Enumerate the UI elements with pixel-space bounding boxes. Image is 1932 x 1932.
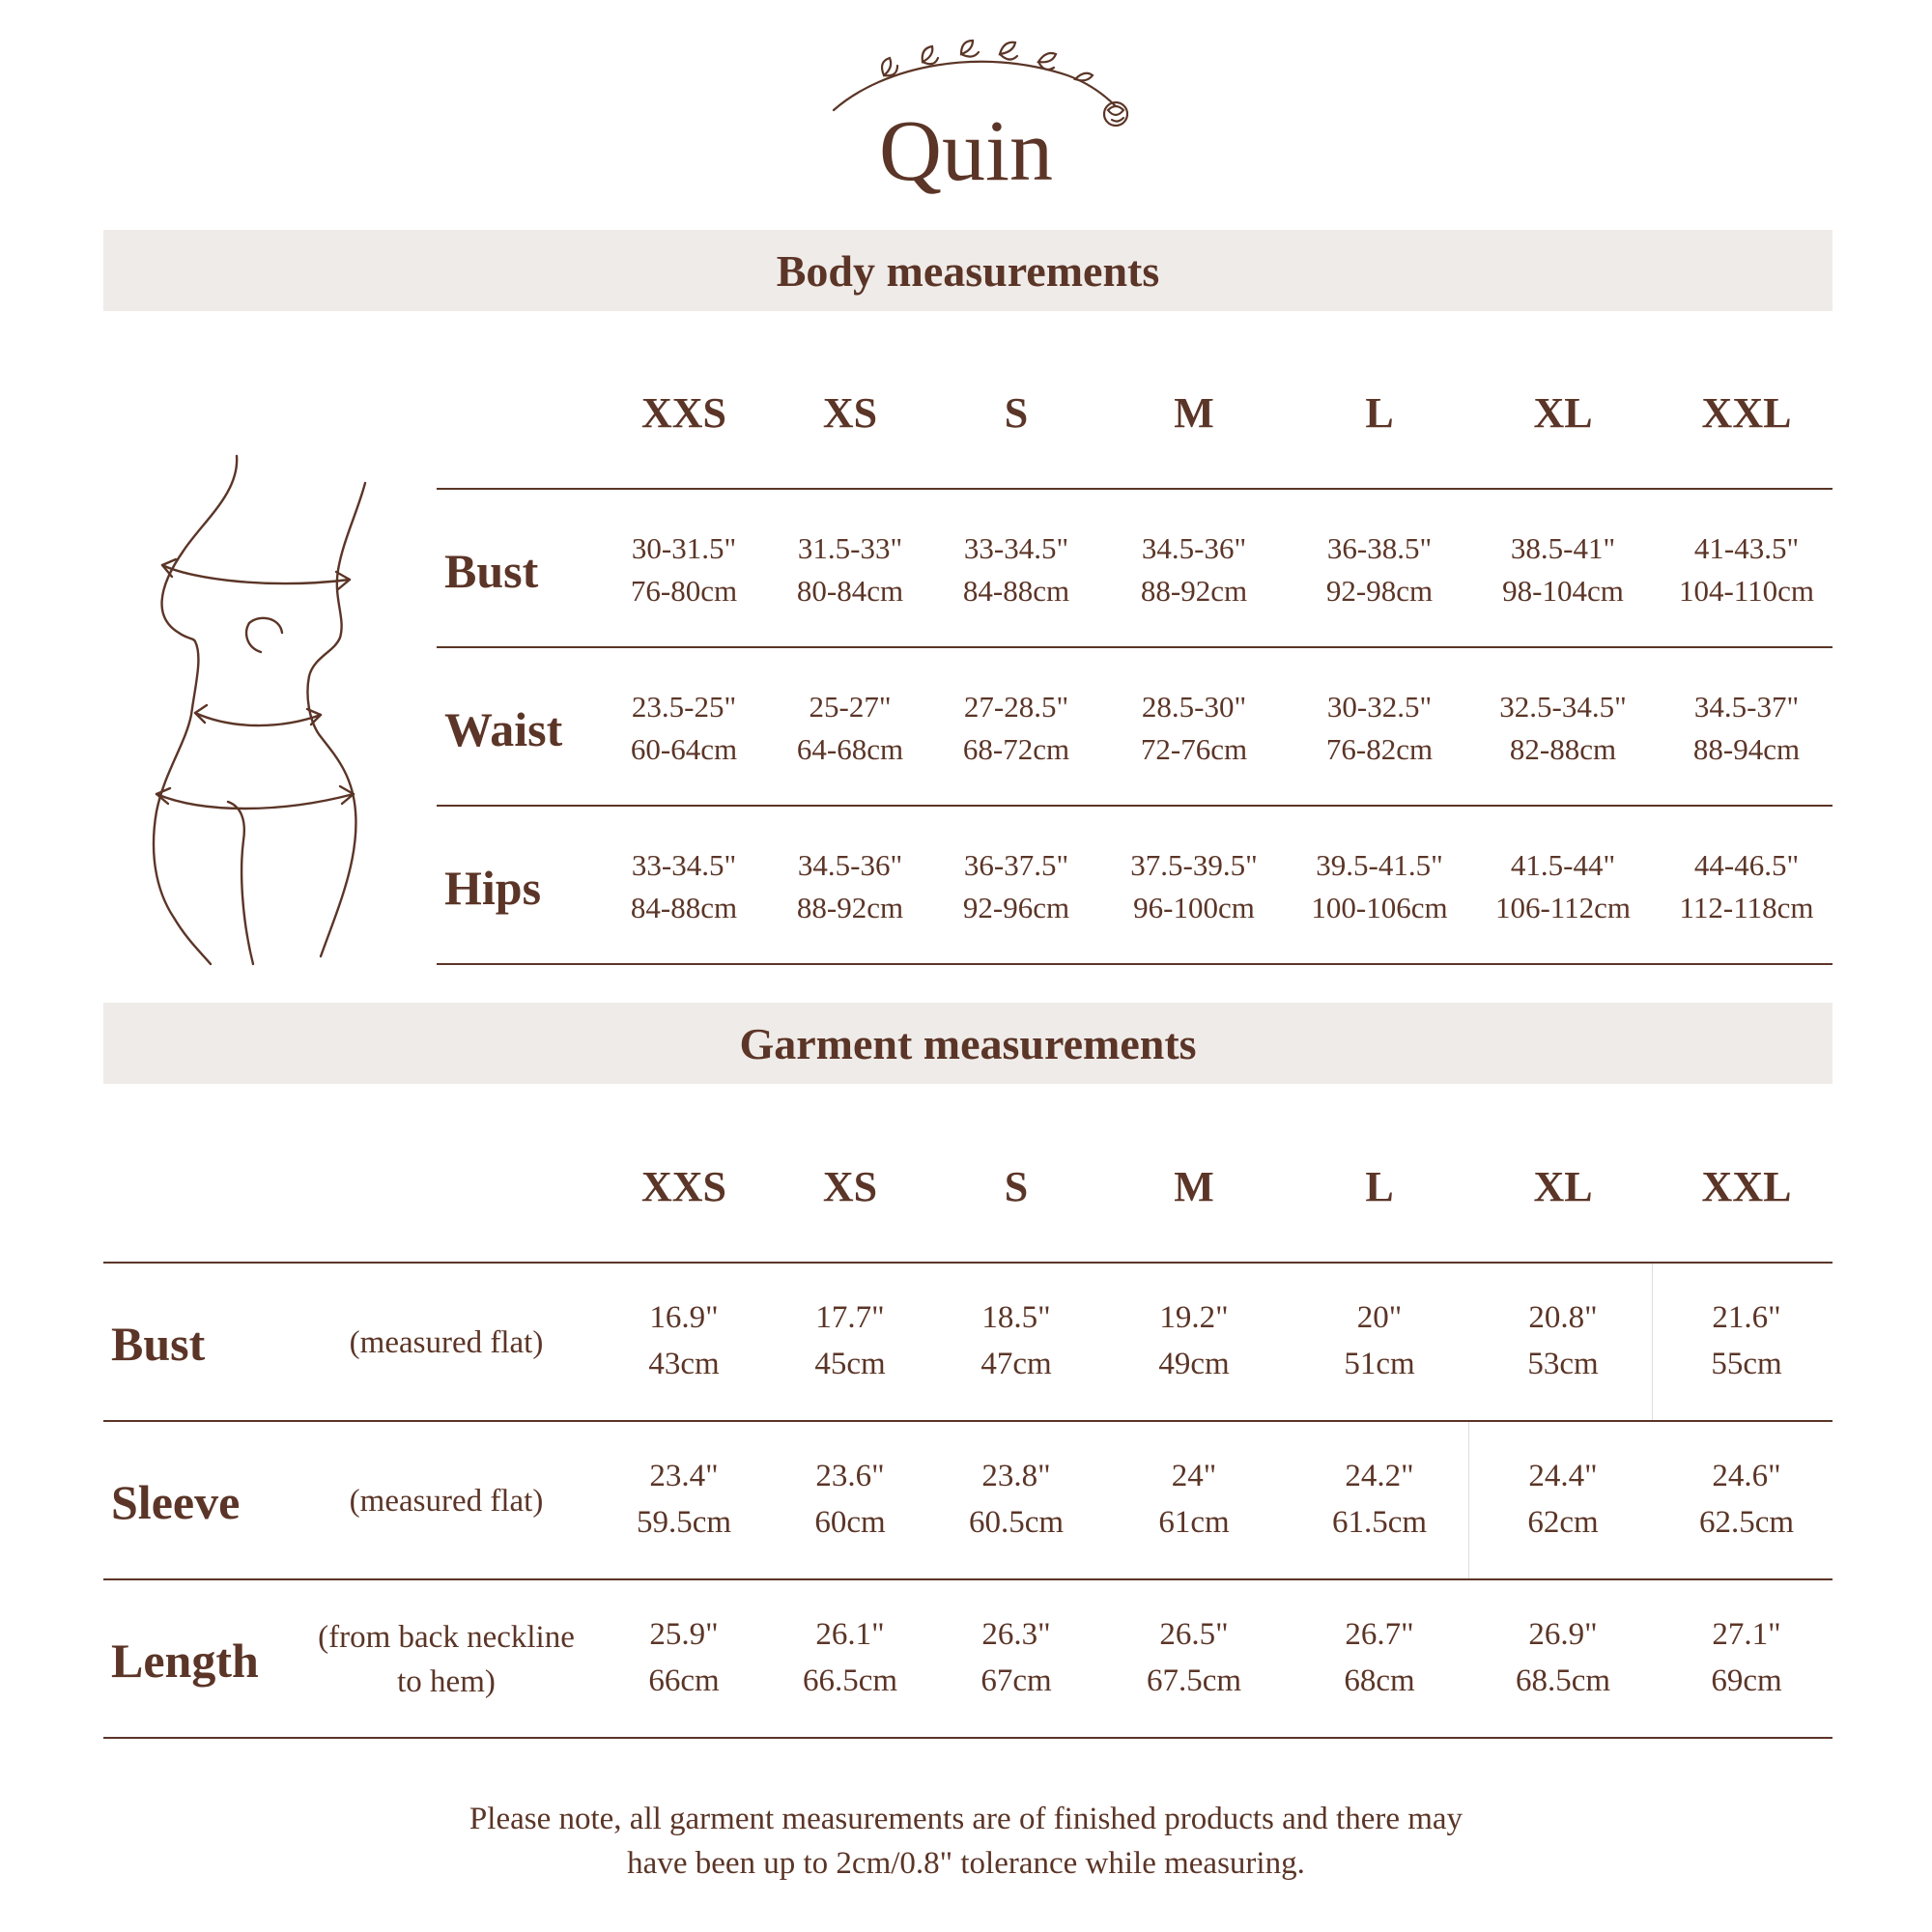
measurement-cell: 20" 51cm xyxy=(1344,1300,1415,1381)
measurement-cell: 18.5" 47cm xyxy=(980,1300,1052,1381)
size-header-xxl: XXL xyxy=(1701,1163,1792,1210)
size-header-xl: XL xyxy=(1533,1163,1593,1210)
row-note: (from back neckline to hem) xyxy=(318,1620,575,1699)
measurement-cell: 19.2" 49cm xyxy=(1158,1300,1230,1381)
size-header-s: S xyxy=(1004,389,1029,437)
measurement-cell: 25-27" 64-68cm xyxy=(796,690,904,766)
size-header-l: L xyxy=(1365,1163,1394,1210)
measurement-cell: 16.9" 43cm xyxy=(648,1300,720,1381)
measurement-cell: 23.5-25" 60-64cm xyxy=(630,690,738,766)
measurement-cell: 26.1" 66.5cm xyxy=(802,1617,898,1698)
measurement-cell: 28.5-30" 72-76cm xyxy=(1140,690,1248,766)
measurement-cell: 36-38.5" 92-98cm xyxy=(1325,531,1434,608)
measurement-cell: 24.2" 61.5cm xyxy=(1331,1459,1428,1540)
body-figure-illustration xyxy=(135,454,386,966)
row-label-sleeve: Sleeve xyxy=(111,1475,241,1529)
measurement-cell: 21.6" 55cm xyxy=(1711,1300,1782,1381)
table-divider xyxy=(103,1578,1833,1580)
footnote xyxy=(0,1797,1932,1886)
size-header-xxl: XXL xyxy=(1701,389,1792,437)
measurement-cell: 30-32.5" 76-82cm xyxy=(1325,690,1434,766)
size-header-xs: XS xyxy=(822,389,878,437)
section-title: Body measurements xyxy=(776,245,1160,296)
brand-logo-text: Quin xyxy=(879,103,1053,199)
size-header-m: M xyxy=(1174,1163,1214,1210)
table-divider xyxy=(103,1737,1833,1739)
measurement-cell: 41-43.5" 104-110cm xyxy=(1678,531,1815,608)
size-header-s: S xyxy=(1004,1163,1029,1210)
measurement-cell: 31.5-33" 80-84cm xyxy=(796,531,904,608)
measurement-cell: 24.6" 62.5cm xyxy=(1698,1459,1795,1540)
measurement-cell: 24.4" 62cm xyxy=(1527,1459,1599,1540)
footnote-line: Please note, all garment measurements are of finished products and there may xyxy=(469,1802,1463,1836)
measurement-cell: 37.5-39.5" 96-100cm xyxy=(1130,848,1258,924)
row-label-hips: Hips xyxy=(444,861,542,915)
body-measurements-banner xyxy=(103,230,1833,311)
measurement-cell: 34.5-36" 88-92cm xyxy=(796,848,904,924)
measurement-cell: 26.7" 68cm xyxy=(1344,1617,1415,1698)
measurement-cell: 34.5-36" 88-92cm xyxy=(1140,531,1248,608)
measurement-cell: 33-34.5" 84-88cm xyxy=(962,531,1070,608)
measurement-cell: 23.8" 60.5cm xyxy=(968,1459,1065,1540)
size-header-xl: XL xyxy=(1533,389,1593,437)
measurement-cell: 30-31.5" 76-80cm xyxy=(630,531,738,608)
measurement-cell: 34.5-37" 88-94cm xyxy=(1692,690,1801,766)
measurement-cell: 25.9" 66cm xyxy=(648,1617,720,1698)
measurement-cell: 24" 61cm xyxy=(1158,1459,1230,1540)
table-divider xyxy=(437,805,1833,807)
measurement-cell: 26.5" 67.5cm xyxy=(1146,1617,1242,1698)
measurement-cell: 26.9" 68.5cm xyxy=(1515,1617,1611,1698)
table-divider xyxy=(103,1420,1833,1422)
row-label-bust: Bust xyxy=(111,1317,206,1371)
row-label-length: Length xyxy=(111,1634,259,1688)
footnote-line: have been up to 2cm/0.8" tolerance while measuring. xyxy=(627,1846,1305,1881)
measurement-cell: 23.4" 59.5cm xyxy=(636,1459,732,1540)
measurement-cell: 39.5-41.5" 100-106cm xyxy=(1311,848,1448,924)
measurement-cell: 23.6" 60cm xyxy=(814,1459,886,1540)
row-note: (measured flat) xyxy=(349,1484,544,1519)
size-header-m: M xyxy=(1174,389,1214,437)
measurement-cell: 38.5-41" 98-104cm xyxy=(1502,531,1624,608)
row-label-bust: Bust xyxy=(444,544,539,598)
garment-measurements-banner xyxy=(103,1003,1833,1084)
section-title: Garment measurements xyxy=(739,1018,1197,1068)
measurement-cell: 27.1" 69cm xyxy=(1711,1617,1782,1698)
measurement-cell: 41.5-44" 106-112cm xyxy=(1494,848,1632,924)
size-header-xxs: XXS xyxy=(640,1163,727,1210)
measurement-cell: 33-34.5" 84-88cm xyxy=(630,848,738,924)
size-header-xxs: XXS xyxy=(640,389,727,437)
measurement-cell: 26.3" 67cm xyxy=(980,1617,1052,1698)
measurement-cell: 27-28.5" 68-72cm xyxy=(962,690,1070,766)
table-divider xyxy=(437,963,1833,965)
measurement-cell: 36-37.5" 92-96cm xyxy=(962,848,1070,924)
row-label-waist: Waist xyxy=(444,702,563,756)
measurement-cell: 32.5-34.5" 82-88cm xyxy=(1499,690,1627,766)
table-divider xyxy=(437,646,1833,648)
size-header-l: L xyxy=(1365,389,1394,437)
measurement-cell: 17.7" 45cm xyxy=(814,1300,886,1381)
measurement-cell: 20.8" 53cm xyxy=(1527,1300,1599,1381)
measurement-cell: 44-46.5" 112-118cm xyxy=(1679,848,1814,924)
table-divider xyxy=(437,488,1833,490)
table-divider xyxy=(103,1262,1833,1264)
row-note: (measured flat) xyxy=(349,1325,544,1360)
size-header-xs: XS xyxy=(822,1163,878,1210)
